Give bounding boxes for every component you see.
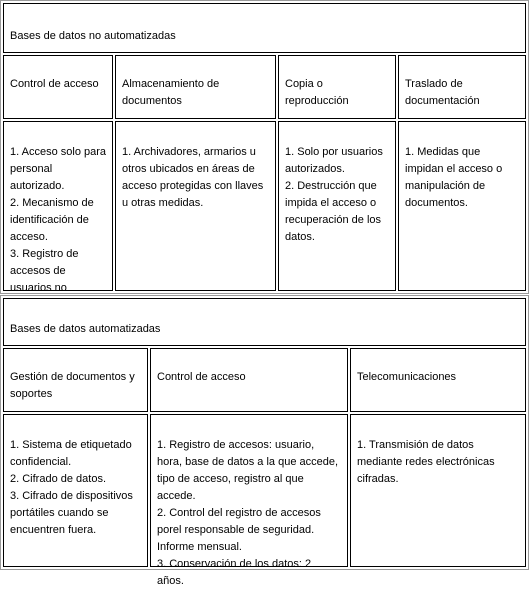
column-header: Traslado de documentación xyxy=(398,55,526,119)
column-header: Almacenamiento de documentos xyxy=(115,55,276,119)
table-automatizadas xyxy=(0,295,529,587)
table-cell: 1. Acceso solo para personal autorizado. 2. Mecanismo de identificación de acceso. 3. Registro de accesos de usuarios no xyxy=(3,121,113,291)
table-cell: 1. Solo por usuarios autorizados. 2. Destrucción que impida el acceso o recuperación de los datos. xyxy=(278,121,396,291)
section-title: Bases de datos no automatizadas xyxy=(3,3,526,53)
column-header: Telecomunicaciones xyxy=(350,348,526,412)
table-cell: 1. Sistema de etiquetado confidencial. 2. Cifrado de datos. 3. Cifrado de dispositivos portátiles cuando se encuentren fuera. xyxy=(3,414,148,567)
column-header: Control de acceso xyxy=(3,55,113,119)
column-header: Gestión de documentos y soportes xyxy=(3,348,148,412)
column-header: Copia o reproducción xyxy=(278,55,396,119)
table-cell: 1. Archivadores, armarios u otros ubicados en áreas de acceso protegidas con llaves u otras medidas. xyxy=(115,121,276,291)
column-header: Control de acceso xyxy=(150,348,348,412)
table-cell: 1. Medidas que impidan el acceso o manipulación de documentos. xyxy=(398,121,526,291)
table-no-automatizadas xyxy=(0,0,529,294)
table-cell: 1. Transmisión de datos mediante redes electrónicas cifradas. xyxy=(350,414,526,567)
table-cell: 1. Registro de accesos: usuario, hora, base de datos a la que accede, tipo de acceso, registro al que accede. 2. Control del registro de accesos porel responsable de seguridad. Informe mensual. 3. Conservación de los datos: 2 años. xyxy=(150,414,348,567)
section-title: Bases de datos automatizadas xyxy=(3,298,526,346)
